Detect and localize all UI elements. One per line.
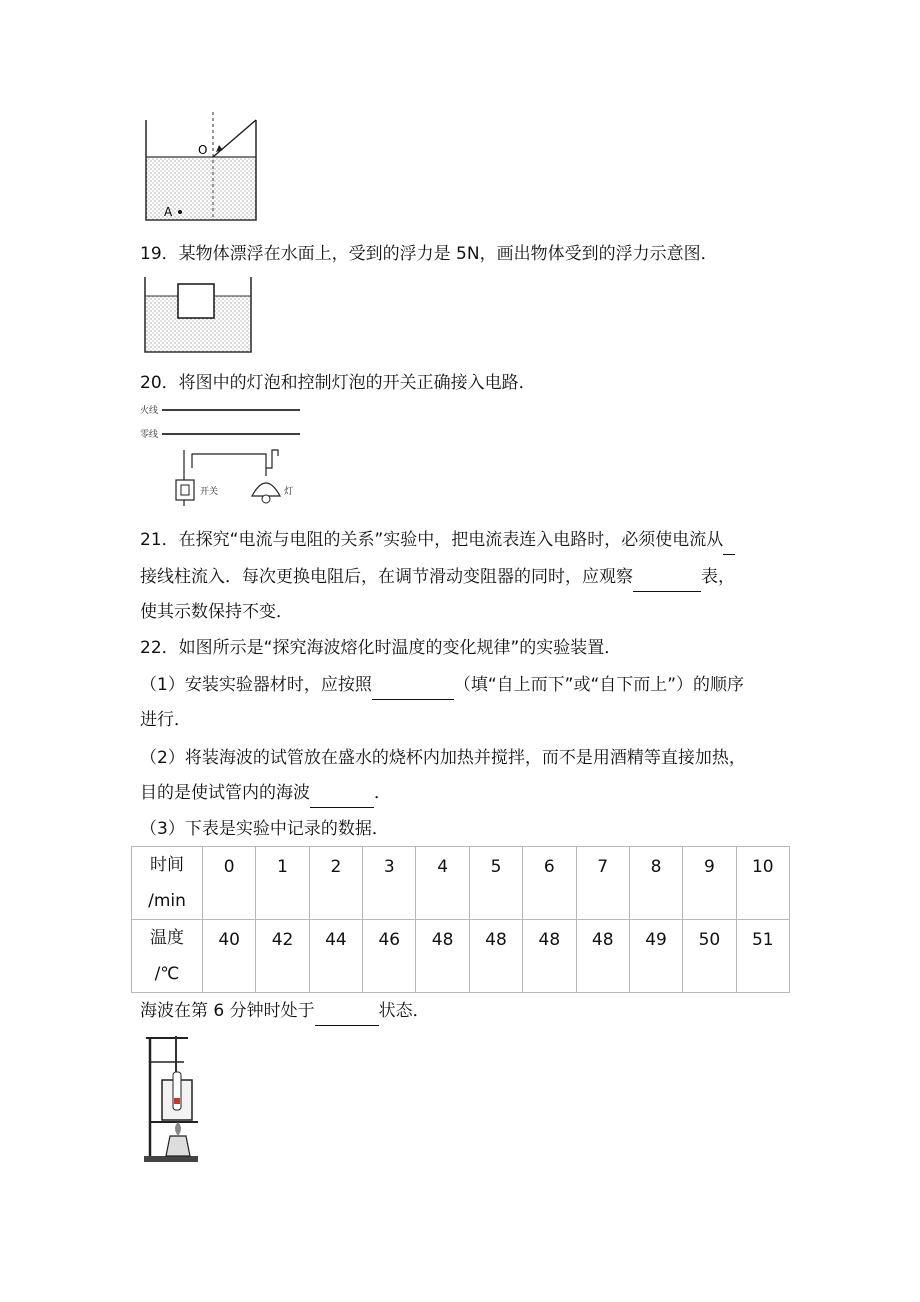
lamp-label: 灯 — [284, 487, 294, 497]
temp-cell: 48 — [576, 920, 629, 993]
lamp-shade — [252, 483, 280, 496]
time-cell: 4 — [416, 847, 469, 920]
temperature-header: 温度 /℃ — [132, 920, 203, 993]
floating-block — [178, 284, 214, 318]
table-row-time — [132, 847, 790, 920]
question-22-part-1: （1）安装实验器材时，应按照 （填“自上而下”或“自下而上”）的顺序 — [140, 671, 744, 700]
test-tube — [173, 1072, 181, 1110]
temp-cell: 48 — [523, 920, 576, 993]
temp-cell: 49 — [629, 920, 682, 993]
heating-apparatus-figure — [140, 1032, 202, 1166]
sample-marker — [174, 1098, 180, 1104]
time-cell: 0 — [203, 847, 256, 920]
question-22-part-2: （2）将装海波的试管放在盛水的烧杯内加热并搅拌，而不是用酒精等直接加热， — [140, 748, 746, 768]
question-20: 20．将图中的灯泡和控制灯泡的开关正确接入电路． — [140, 373, 536, 393]
temp-cell: 48 — [416, 920, 469, 993]
data-table — [131, 846, 790, 993]
question-21-line-3: 使其示数保持不变． — [140, 602, 293, 622]
alcohol-lamp — [166, 1136, 190, 1156]
water-body — [146, 157, 256, 220]
temp-cell: 50 — [683, 920, 736, 993]
lamp-top-wire — [266, 450, 278, 468]
time-cell: 8 — [629, 847, 682, 920]
flame — [175, 1122, 181, 1136]
question-19: 19．某物体漂浮在水面上，受到的浮力是 5N，画出物体受到的浮力示意图． — [140, 244, 718, 264]
neutral-wire-label: 零线 — [140, 430, 159, 440]
time-cell: 2 — [309, 847, 362, 920]
temp-cell: 46 — [363, 920, 416, 993]
stand-base — [144, 1156, 198, 1162]
circuit-figure — [140, 398, 305, 516]
question-21-line-1: 21．在探究“电流与电阻的关系”实验中，把电流表连入电路时，必须使电流从 — [140, 526, 735, 555]
time-cell: 3 — [363, 847, 416, 920]
temp-cell: 44 — [309, 920, 362, 993]
point-a-label: A — [164, 205, 173, 219]
temp-cell: 42 — [256, 920, 309, 993]
answer-blank-21b[interactable] — [633, 563, 701, 592]
time-cell: 1 — [256, 847, 309, 920]
switch-label: 开关 — [200, 487, 219, 497]
point-a-dot — [178, 210, 182, 214]
question-22-after-table: 海波在第 6 分钟时处于 状态． — [140, 997, 430, 1026]
time-cell: 7 — [576, 847, 629, 920]
time-cell: 5 — [469, 847, 522, 920]
incident-ray — [213, 120, 256, 157]
question-22-intro: 22．如图所示是“探究海波熔化时温度的变化规律”的实验装置． — [140, 638, 622, 658]
time-cell: 6 — [523, 847, 576, 920]
point-o-label: O — [198, 143, 208, 157]
temp-cell: 51 — [736, 920, 789, 993]
answer-blank-22-3[interactable] — [315, 997, 379, 1026]
switch-lamp-wire — [192, 454, 266, 468]
switch-box — [176, 480, 194, 500]
floating-block-figure — [142, 274, 254, 356]
question-22-part-1-cont: 进行． — [140, 710, 191, 730]
question-22-part-2-cont: 目的是使试管内的海波 ． — [140, 779, 391, 808]
time-cell: 9 — [683, 847, 736, 920]
lamp-bulb — [262, 495, 270, 503]
fire-wire-label: 火线 — [140, 406, 159, 416]
refraction-figure — [138, 112, 268, 227]
answer-blank-22-2[interactable] — [310, 779, 374, 808]
question-21-line-2: 接线柱流入．每次更换电阻后，在调节滑动变阻器的同时，应观察 表， — [140, 563, 735, 592]
time-cell: 10 — [736, 847, 789, 920]
answer-blank-22-1[interactable] — [372, 671, 454, 700]
time-header: 时间 /min — [132, 847, 203, 920]
answer-blank-21a[interactable] — [723, 526, 735, 555]
question-22-part-3: （3）下表是实验中记录的数据． — [140, 819, 389, 839]
temp-cell: 40 — [203, 920, 256, 993]
temp-cell: 48 — [469, 920, 522, 993]
table-row-temperature — [132, 920, 790, 993]
